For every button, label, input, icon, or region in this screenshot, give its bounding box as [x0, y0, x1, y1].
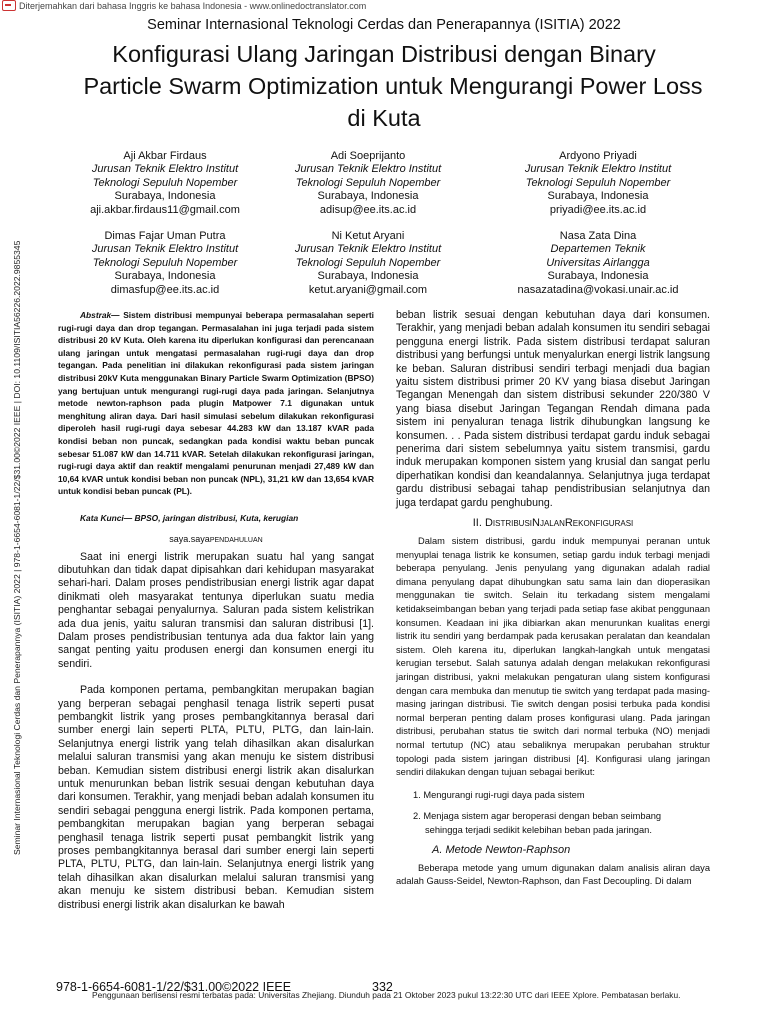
- author-inst: Teknologi Sepuluh Nopember: [92, 176, 238, 189]
- body-paragraph-3: Beberapa metode yang umum digunakan dalam analisis aliran daya adalah Gauss-Seidel, Newton-Raphson, dan Fast Decoupling. Di dalam: [396, 862, 710, 887]
- right-column: [396, 309, 710, 889]
- intro-paragraph-1: Saat ini energi listrik merupakan suatu hal yang sangat dibutuhkan dan tidak dapat dipisahkan dari kehidupan masyarakat sehari-hari. Dalam proses pendistribusian energi listrik agar dapat dinikmati oleh masyarakat tentunya diperlukan suatu media penghantar sebagai penyalurnya. Saluran pada sistem kelistrikan ada dua jenis, yaitu saluran transmisi dan saluran distribusi [1]. Dalam proses pendistribusian tentunya ada dua faktor lain yang sangat penting yaitu produsen energi dan konsumen energi itu sendiri.: [58, 550, 374, 670]
- paper-title: [0, 38, 768, 134]
- author-email: priyadi@ee.its.ac.id: [549, 203, 647, 216]
- author-inst: Universitas Airlangga: [546, 256, 650, 269]
- author-city: Surabaya, Indonesia: [317, 270, 419, 283]
- list-item: sehingga terjadi sedikit kelebihan beban pada jaringan.: [425, 824, 652, 835]
- body-paragraph-1: beban listrik sesuai dengan kebutuhan daya dari konsumen. Terakhir, yang menjadi beban adalah konsumen itu sendiri sebagai pengguna energi listrik. Pada sistem distribusi terdapat saluran distribusi yang berfungsi untuk menyalurkan energi listrik langsung ke beban. Saluran distribusi sendiri terbagi menjadi dua bagian yaitu sistem distribusi primer 20 KV yang biasa disebut Jaringan Tegangan Menengah dan sistem distribusi sekunder 220/380 V yang biasa disebut Jaringan Tegangan Rendah dimana pada sistem ini penyaluran tenaga listrik dihubungkan langsung ke konsumen. . . Pada sistem distribusi terdapat gardu induk sebagai penerima dari sistem sebelumnya yaitu sistem transmisi, gardu induk merupakan komponen sistem yang krusial dan sangat perlu diperhatikan kondisi dan keandalannya. Selanjutnya juga terdapat gardu distribusi sebagai tahap pendistribusian selanjutnya dan juga terdapat gardu penghubung.: [396, 309, 710, 509]
- footer-isbn: 978-1-6654-6081-1/22/$31.00©2022 IEEE: [56, 980, 292, 994]
- abstract-text: Sistem distribusi mempunyai beberapa permasalahan seperti rugi-rugi daya dan drop tegangan. Permasalahan ini juga terjadi pada sistem distribusi 20 kV Kuta. Oleh karena itu diperlukan konfigurasi dan perencanaan ulang jaringan untuk mengatasi permasalahan rugi-rugi daya dan drop tegangan. Pada penelitian ini dilakukan rekonfigurasi pada sistem jaringan distribusi 20kV Kuta menggunakan Binary Particle Swarm Optimization (BPSO) yang bertujuan untuk mengurangi rugi-rugi daya pada jaringan. Selanjutnya metode newton-raphson pada plugin Matpower 7.1 digunakan untuk menghitung aliran daya. Dari hasil simulasi sebelum dilakukan rekonfigurasi diperoleh hasil rugi-rugi daya sebesar 44.283 kW dan 13.187 kVAR pada kondisi beban non puncak, sedangkan pada kondisi waktu beban puncak sebesar 51.087 kW dan 14.711 kVAR. Setelah dilakukan rekonfigurasi jaringan, rugi-rugi daya aktif dan reaktif mengalami penurunan menjadi 27,489 kW dan 10,64 kVAR untuk kondisi beban non puncak (NPL), 31,21 kW dan 13,654 kVAR untuk kondisi beban puncak (PL).: [58, 310, 374, 497]
- intro-heading-prefix: saya.saya: [169, 533, 210, 544]
- left-column: [58, 309, 374, 912]
- section-number: II.: [472, 517, 482, 530]
- list-item: 1. Mengurangi rugi-rugi daya pada sistem: [413, 789, 585, 800]
- author-city: Surabaya, Indonesia: [547, 190, 649, 203]
- keywords: [58, 512, 374, 525]
- list-item: 2. Menjaga sistem agar beroperasi dengan beban seimbang: [413, 811, 662, 822]
- keywords-text: BPSO, jaringan distribusi, Kuta, kerugian: [134, 512, 299, 523]
- author-dept: Jurusan Teknik Elektro Institut: [524, 163, 672, 176]
- author-email: aji.akbar.firdaus11@gmail.com: [90, 203, 240, 216]
- author-email: ketut.aryani@gmail.com: [308, 283, 428, 296]
- abstract: [58, 309, 374, 498]
- conference-header: Seminar Internasional Teknologi Cerdas dan Penerapannya (ISITIA) 2022: [147, 17, 621, 33]
- author-city: Surabaya, Indonesia: [317, 190, 419, 203]
- author-city: Surabaya, Indonesia: [114, 270, 216, 283]
- section-title: DistribusiNjalanRekonfigurasi: [484, 517, 634, 530]
- author-email: dimasfup@ee.its.ac.id: [110, 283, 220, 296]
- author-name: Ni Ketut Aryani: [331, 230, 405, 242]
- author-name: Adi Soeprijanto: [330, 150, 406, 162]
- author-dept: Jurusan Teknik Elektro Institut: [91, 163, 239, 176]
- sidebar-doi: Seminar Internasional Teknologi Cerdas dan Penerapannya (ISITIA) 2022 | 978-1-6654-6081-1/22/$31.00©2022 IEEE | DOI: 10.1109/ISITIA56226.2022.9855345: [12, 240, 22, 855]
- intro-heading-title: PENDAHULUAN: [209, 536, 263, 544]
- author-city: Surabaya, Indonesia: [547, 270, 649, 283]
- translate-icon: [2, 0, 16, 11]
- author-name: Aji Akbar Firdaus: [123, 150, 207, 162]
- author-name: Ardyono Priyadi: [559, 150, 637, 162]
- section-heading-intro: [58, 534, 374, 544]
- author-block: [248, 230, 488, 297]
- author-dept: Jurusan Teknik Elektro Institut: [294, 163, 442, 176]
- license-note: Penggunaan berlisensi resmi terbatas pada: Universitas Zhejiang. Diunduh pada 21 Oktober 2023 pukul 13:22:30 UTC dari IEEE Xplore. Pembatasan berlaku.: [92, 990, 681, 1000]
- section-heading-2: [396, 517, 710, 529]
- intro-paragraph-2: Pada komponen pertama, pembangkitan merupakan bagian yang berperan sebagai penghasil tenaga listrik seperti pusat pembangkit listrik yang proses pembangkitannya berasal dari sumber energi lain seperti PLTA, PLTU, PLTG, dan lain-lain. Selanjutnya energi listrik yang telah dihasilkan akan disalurkan melalui saluran transmisi yang akan menuju ke sistem distribusi beban. Kemudian sistem distribusi energi listrik akan disalurkan untuk menurunkan beban listrik sesuai dengan kebutuhan daya dari konsumen. Terakhir, yang menjadi beban adalah konsumen itu sendiri sebagai pengguna energi listrik. Pada komponen pertama, pembangkitan merupakan bagian yang berperan sebagai penghasil tenaga listrik seperti pusat pembangkit listrik yang proses pembangkitannya berasal dari sumber energi lain seperti PLTA, PLTU, PLTG, dan lain-lain. Selanjutnya energi listrik yang telah dihasilkan akan disalurkan melalui saluran transmisi yang akan menuju ke sistem distribusi beban. Kemudian sistem distribusi energi listrik akan disalurkan ke bawah: [58, 684, 374, 911]
- author-email: adisup@ee.its.ac.id: [319, 203, 417, 216]
- author-dept: Jurusan Teknik Elektro Institut: [91, 243, 239, 256]
- author-block: [478, 150, 718, 217]
- author-block: [478, 230, 718, 297]
- title-line-3: di Kuta: [347, 105, 421, 131]
- author-inst: Teknologi Sepuluh Nopember: [525, 176, 671, 189]
- author-block: [248, 150, 488, 217]
- title-line-2: Particle Swarm Optimization untuk Mengurangi Power Loss: [83, 73, 703, 99]
- author-dept: Jurusan Teknik Elektro Institut: [294, 243, 442, 256]
- author-inst: Teknologi Sepuluh Nopember: [295, 176, 441, 189]
- title-line-1: Konfigurasi Ulang Jaringan Distribusi dengan Binary: [112, 41, 656, 67]
- subsection-heading: A. Metode Newton-Raphson: [432, 843, 571, 856]
- author-inst: Teknologi Sepuluh Nopember: [92, 256, 238, 269]
- body-paragraph-2: Dalam sistem distribusi, gardu induk mempunyai peranan untuk menyuplai tenaga listrik ke konsumen, setiap gardu induk terbagi menjadi beberapa penyulang. Jenis penyulang yang digunakan adalah radial dimana penyulang dapat dihubungkan satu sama lain dan dioperasikan menggunakan tie switch. Selain itu terkadang sistem mengalami ketidakseimbangan beban yang terjadi pada setiap fase akibat penggunaan konsumen. Keadaan ini jika dibiarkan akan menurunkan kualitas energi listrik itu sendiri yang berdampak pada kerusakan peralatan dan keandalan sistem. Oleh karena itu, diperlukan langkah-langkah untuk mengatasi kerugian tersebut. Salah satunya adalah dengan melakukan rekonfigurasi jaringan distribusi, yakni melakukan pengaturan ulang sistem konfigurasi dengan cara membuka dan menutup tie switch yang terdapat pada masing-masing jaringan distribusi. Tie switch dengan posisi terbuka pada kondisi normal berperan penting dalam proses konfigurasi ulang. Pada jaringan distribusi, perubahan status tie switch dari normal terbuka (NO) menjadi normal tertutup (NC) atau sebaliknya merupakan perubahan struktur topologi pada sistem jaringan distribusi [4]. Konfigurasi ulang jaringan sendiri dilakukan dengan tujuan sebagai berikut:: [396, 536, 710, 778]
- author-dept: Departemen Teknik: [550, 243, 646, 256]
- author-email: nasazatadina@vokasi.unair.ac.id: [517, 283, 679, 296]
- author-name: Nasa Zata Dina: [559, 230, 637, 242]
- translator-banner[interactable]: [0, 0, 366, 11]
- objective-list: [396, 789, 710, 838]
- page-number: 332: [372, 980, 393, 994]
- abstract-label: Abstrak—: [80, 310, 120, 320]
- author-city: Surabaya, Indonesia: [114, 190, 216, 203]
- author-name: Dimas Fajar Uman Putra: [104, 230, 226, 242]
- author-inst: Teknologi Sepuluh Nopember: [295, 256, 441, 269]
- translator-link[interactable]: Diterjemahkan dari bahasa Inggris ke bahasa Indonesia - www.onlinedoctranslator.com: [19, 0, 367, 11]
- keywords-label: Kata Kunci—: [80, 512, 133, 523]
